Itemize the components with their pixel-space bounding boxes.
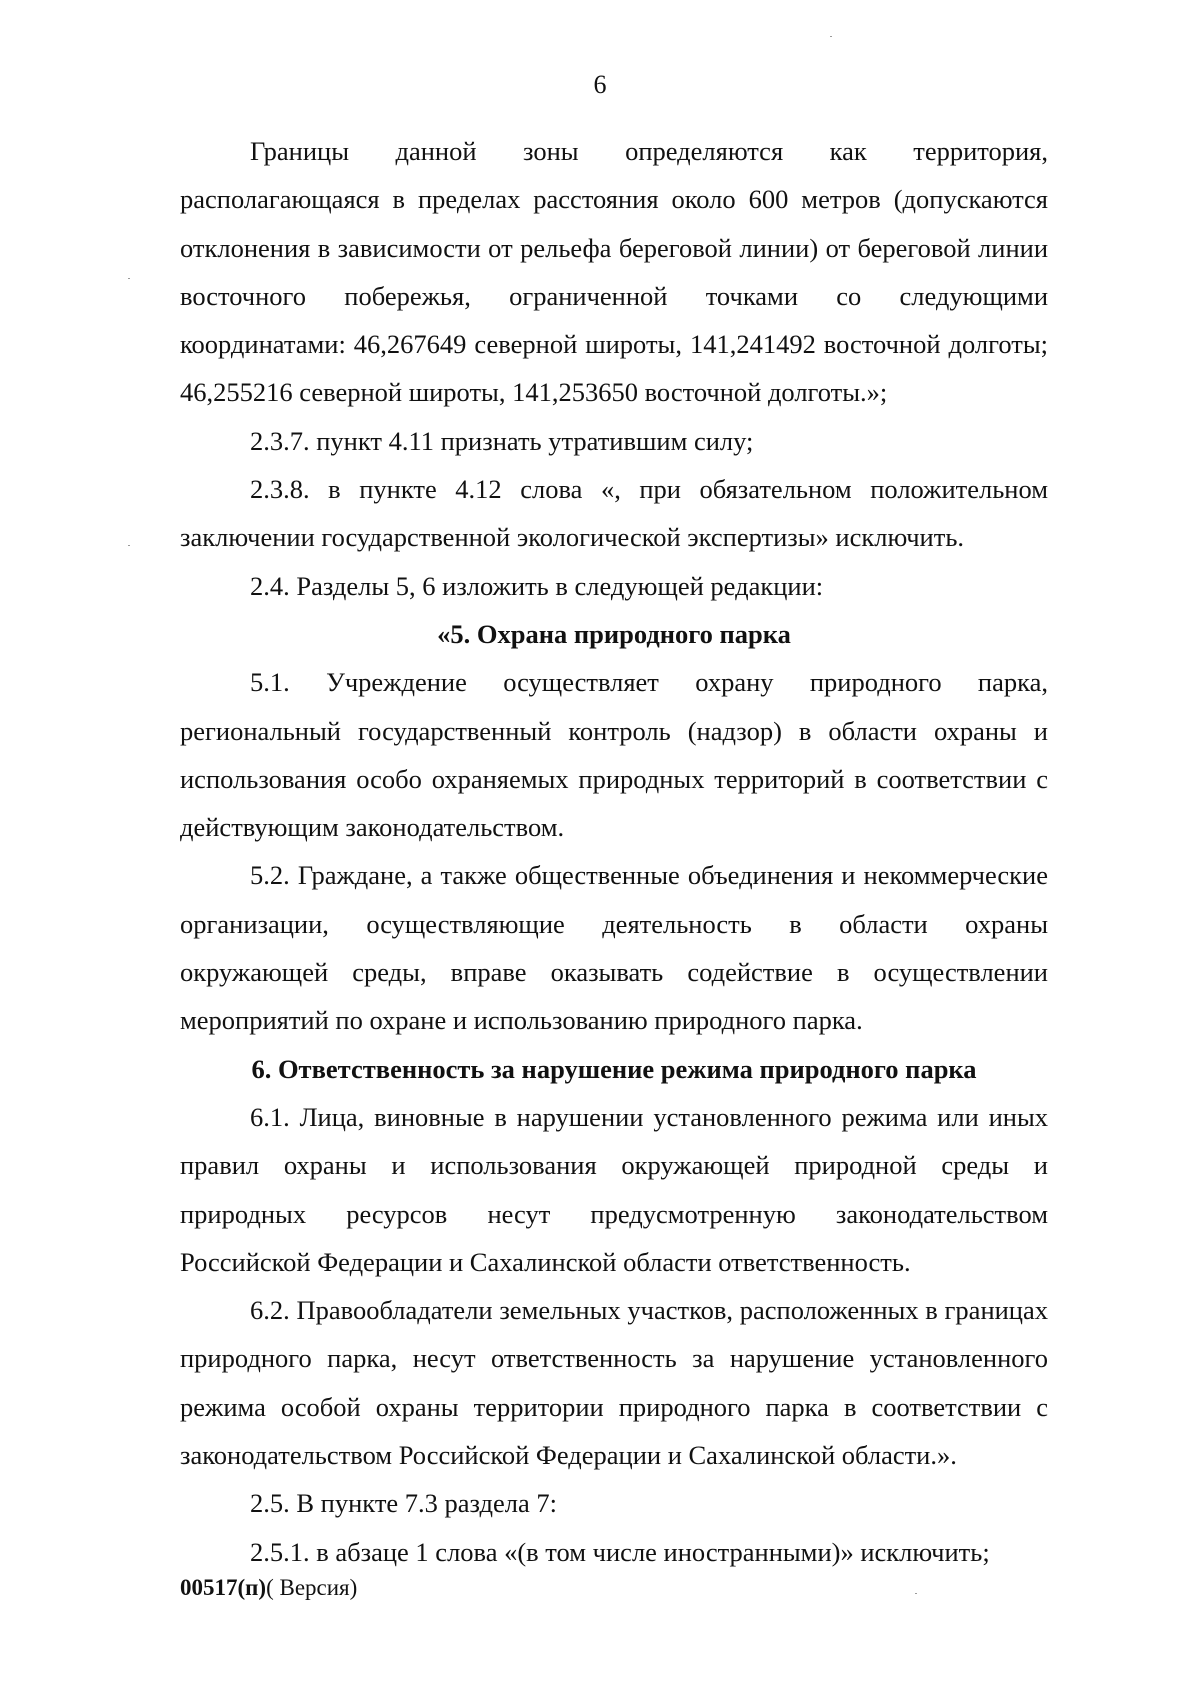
paragraph-5-1: 5.1. Учреждение осуществляет охрану природного парка, региональный государственный контроль (надзор) в области охраны и использования особо охраняемых природных территорий в соответствии с действующим законодательством. [180, 667, 1048, 843]
paragraph-5-2: 5.2. Граждане, а также общественные объединения и некоммерческие организации, осуществляющие деятельность в области охраны окружающей среды, вправе оказывать содействие в осуществлении мероприятий по охране и использованию природного парка. [180, 860, 1048, 1036]
document-code: 00517(п) [180, 1575, 267, 1600]
paragraph-2-3-8: 2.3.8. в пункте 4.12 слова «, при обязательном положительном заключении государственной экологической экспертизы» исключить. [180, 474, 1048, 553]
scan-speck [830, 36, 832, 37]
document-body [180, 127, 1048, 1576]
paragraph-zone-boundaries: Границы данной зоны определяются как территория, располагающаяся в пределах расстояния около 600 метров (допускаются отклонения в зависимости от рельефа береговой линии) от береговой линии восточного побережья, ограниченной точками со следующими координатами: 46,267649 северной широты, 141,241492 восточной долготы; 46,255216 северной широты, 141,253650 восточной долготы.»; [180, 136, 1048, 408]
document-version: ( Версия) [266, 1575, 358, 1600]
paragraph-2-3-7: 2.3.7. пункт 4.11 признать утратившим силу; [250, 425, 754, 456]
paragraph-2-5: 2.5. В пункте 7.3 раздела 7: [250, 1488, 558, 1519]
scan-speck [915, 1593, 917, 1594]
document-footer [180, 1575, 357, 1601]
section-heading-5: «5. Охрана природного парка [437, 618, 791, 649]
scan-speck [128, 545, 130, 546]
section-heading-6: 6. Ответственность за нарушение режима природного парка [251, 1053, 977, 1084]
paragraph-6-1: 6.1. Лица, виновные в нарушении установленного режима или иных правил охраны и использования окружающей природной среды и природных ресурсов несут предусмотренную законодательством Российской Федерации и Сахалинской области ответственность. [180, 1101, 1048, 1277]
paragraph-2-4: 2.4. Разделы 5, 6 изложить в следующей редакции: [250, 570, 824, 601]
paragraph-6-2: 6.2. Правообладатели земельных участков, расположенных в границах природного парка, несут ответственность за нарушение установленного режима особой охраны территории природного парка в соответствии с законодательством Российской Федерации и Сахалинской области.». [180, 1295, 1048, 1471]
paragraph-2-5-1: 2.5.1. в абзаце 1 слова «(в том числе иностранными)» исключить; [250, 1536, 990, 1567]
page-number: 6 [593, 70, 607, 99]
scan-speck [128, 278, 130, 279]
